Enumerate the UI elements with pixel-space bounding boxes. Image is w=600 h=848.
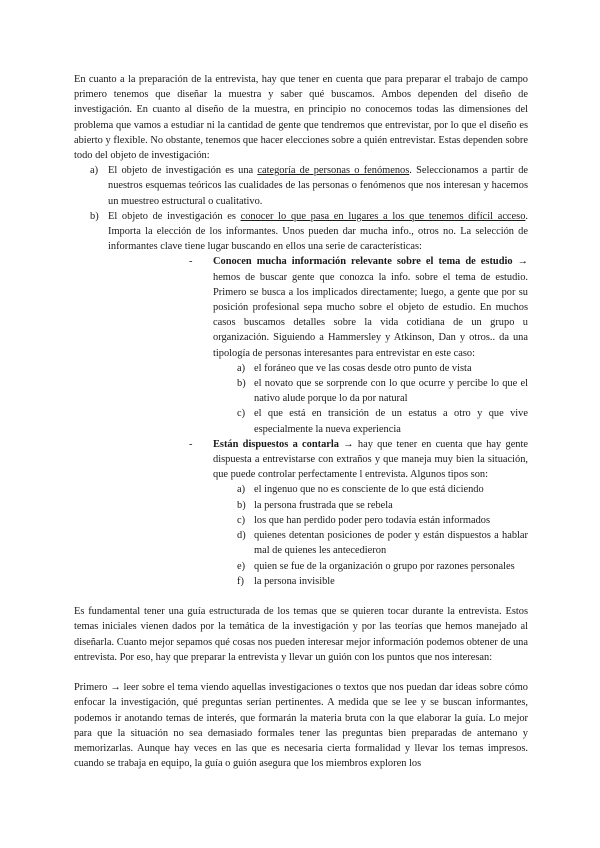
bold-heading: Conocen mucha información relevante sobre el tema de estudio bbox=[213, 256, 513, 268]
guide-paragraph: Es fundamental tener una guía estructurada de los temas que se quieren tocar durante la entrevista. Estos temas iniciales vienen dados por la temática de la investigación y por las teorías que hemos manejado al diseñarla. Cuanto mejor sepamos qué cosas nos pueden interesar mejor información podemos obtener de una entrevista. Por eso, hay que preparar la entrevista y llevar un guión con los puntos que nos interesan: bbox=[74, 606, 528, 663]
dash-bullet: - bbox=[189, 438, 193, 450]
sub-list-item: d) quienes detentan posiciones de poder y están dispuestos a hablar mal de quienes les antecedieron bbox=[237, 530, 528, 557]
intro-paragraph: En cuanto a la preparación de la entrevista, hay que tener en cuenta que para preparar el trabajo de campo primero tenemos que diseñar la muestra y saber qué buscamos. Ambos dependen del diseño de investigación. En cuanto al diseño de la muestra, en principio no conocemos todas las dimensiones del problema que vamos a estudiar ni la cantidad de gente que tendremos que entrevistar, por lo que el diseño es abierto y flexible. No obstante, tenemos que hacer elecciones sobre a quién entrevistar. Estas dependen sobre todo del objeto de investigación: bbox=[74, 74, 528, 162]
dash-text: → hemos de buscar gente que conozca la info. sobre el tema de estudio. Primero se busca a los implicados directamente; luego, a gente que por su posición profesional sepa mucho sobre el objeto de estudio. En muchos casos buscamos detalles sobre la vida cotidiana de un grupo u organización. Siguiendo a Hammersley y Atkinson, Dan y otros.. da una tipología de personas interesantes para entrevistar en este caso: bbox=[213, 256, 528, 359]
blank-line bbox=[74, 665, 528, 680]
sub-list-item: b) la persona frustrada que se rebela bbox=[237, 499, 393, 511]
sub-list-item: c) el que está en transición de un estatus a otro y que vive especialmente la nueva experiencia bbox=[237, 408, 528, 435]
sub-list-item: b) el novato que se sorprende con lo que ocurre y percibe lo que el nativo alude porque lo da por natural bbox=[237, 378, 528, 405]
sub-list-item: a) el foráneo que ve las cosas desde otro punto de vista bbox=[237, 362, 472, 374]
list-label: b) bbox=[90, 210, 99, 222]
underlined-phrase: conocer lo que pasa en lugares a los que tenemos difícil acceso bbox=[240, 210, 526, 222]
list-label: a) bbox=[90, 165, 99, 177]
list-text: El objeto de investigación es una bbox=[108, 165, 258, 177]
underlined-phrase: categoría de personas o fenómenos bbox=[257, 165, 410, 177]
first-step-paragraph: Primero → leer sobre el tema viendo aquellas investigaciones o textos que nos puedan dar ideas sobre cómo enfocar la investigación, qué preguntas serían pertinentes. A medida que se lee y se buscan informantes, podemos ir anotando temas de interés, que formarán la materia bruta con la que elaborar la guía. Lo mejor para que la situación no sea demasiado formales tener las preguntas bien preparadas de antemano y memorizarlas. Aunque hay veces en las que es necesaria cierta formalidad y llevar los temas impresos. cuando se trabaja en equipo, la guía o guión asegura que los miembros exploren los bbox=[74, 682, 528, 770]
sub-list-item: e) quien se fue de la organización o grupo por razones personales bbox=[237, 560, 515, 572]
sub-list-item: a) el ingenuo que no es consciente de lo que está diciendo bbox=[237, 484, 484, 496]
dash-text: → hay que tener en cuenta que hay gente dispuesta a entrevistarse con extraños y que maneja muy bien la situación, que puede controlar perfectamente l entrevista. Algunos tipos son: bbox=[213, 438, 528, 481]
sub-list-item: f) la persona invisible bbox=[237, 575, 335, 587]
list-text: . Importa la elección de los informantes. Unos pueden dar mucha info., otros no. La selección de informantes clave tiene lugar buscando en ellos una serie de características: bbox=[108, 210, 528, 253]
dash-item-dispuestos bbox=[189, 437, 528, 483]
bold-heading: Están dispuestos a contarla bbox=[213, 438, 339, 450]
dash-bullet: - bbox=[189, 256, 193, 268]
list-item-b bbox=[90, 209, 528, 255]
sub-list-item: c) los que han perdido poder pero todavía están informados bbox=[237, 514, 491, 526]
blank-line bbox=[74, 589, 528, 604]
list-text: El objeto de investigación es bbox=[108, 210, 241, 222]
list-item-a bbox=[90, 163, 528, 209]
dash-item-conocen bbox=[189, 254, 528, 360]
list-text: . Seleccionamos a partir de nuestros esquemas teóricos las cualidades de las personas o fenómenos que nos interesan y hacemos un muestreo estructural o cualitativo. bbox=[108, 165, 529, 207]
